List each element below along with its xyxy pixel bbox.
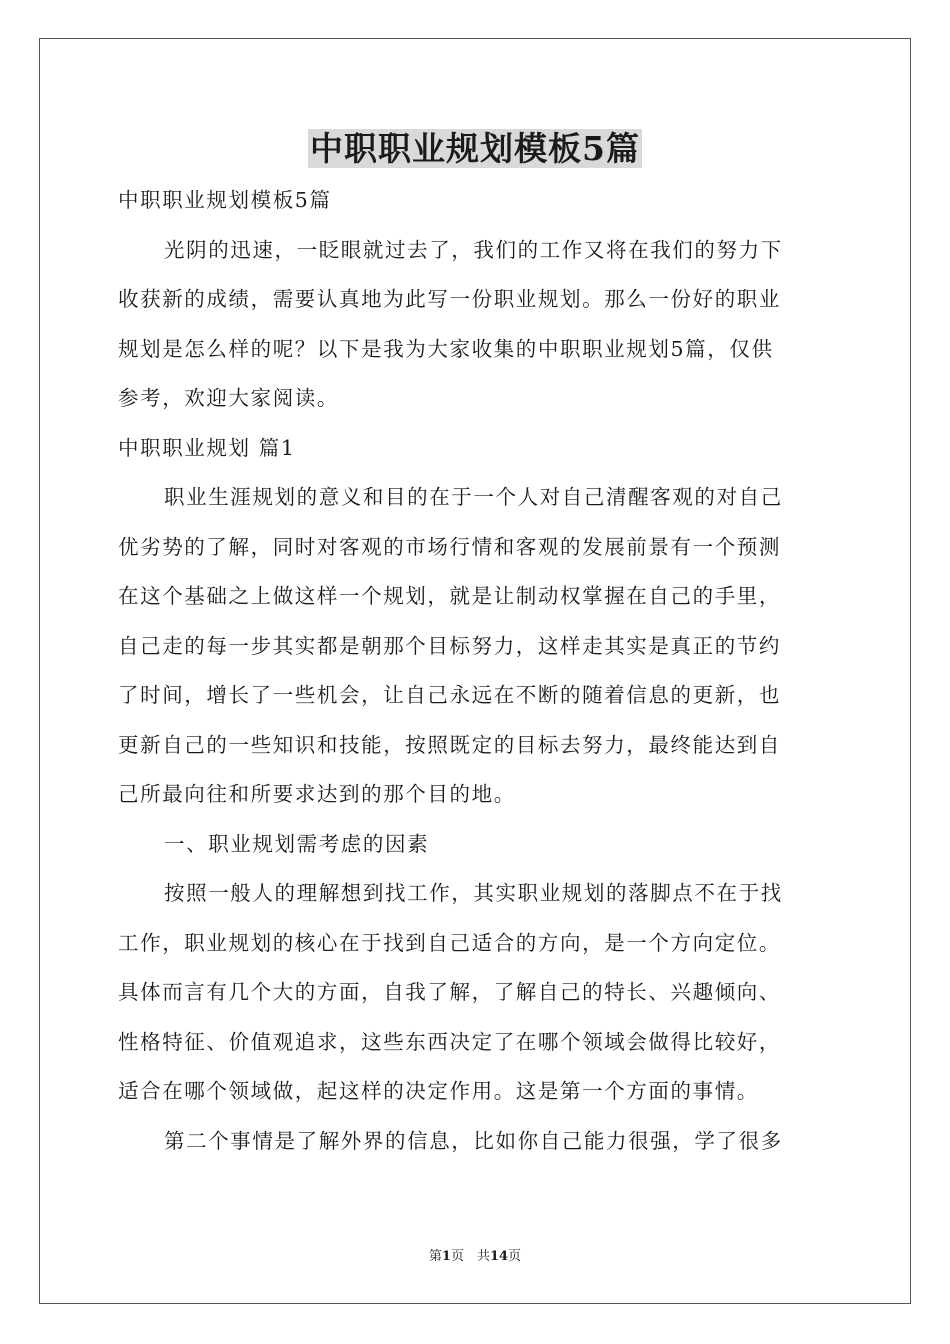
paragraph-line: 自己走的每一步其实都是朝那个目标努力，这样走其实是真正的节约 xyxy=(118,633,781,658)
paragraph-line: 工作，职业规划的核心在于找到自己适合的方向，是一个方向定位。 xyxy=(118,930,781,955)
subheading: 一、职业规划需考虑的因素 xyxy=(164,831,430,856)
paragraph-line: 职业生涯规划的意义和目的在于一个人对自己清醒客观的对自己 xyxy=(164,485,783,509)
paragraph-line: 第二个事情是了解外界的信息，比如你自己能力很强，学了很多 xyxy=(164,1128,783,1153)
current-page-number: 1 xyxy=(441,1249,451,1264)
document-title: 中职职业规划模板5篇 xyxy=(310,129,640,168)
footer-suffix: 页 xyxy=(508,1249,522,1264)
footer-mid: 页 共 xyxy=(450,1249,490,1264)
section-heading: 中职职业规划 篇1 xyxy=(118,435,296,460)
paragraph-line: 在这个基础之上做这样一个规划，就是让制动权掌握在自己的手里， xyxy=(118,584,781,608)
paragraph-line: 具体而言有几个大的方面，自我了解，了解自己的特长、兴趣倾向、 xyxy=(118,980,781,1004)
intro-line: 参考，欢迎大家阅读。 xyxy=(118,386,339,410)
footer-prefix: 第 xyxy=(428,1249,442,1264)
paragraph-line: 优劣势的了解，同时对客观的市场行情和客观的发展前景有一个预测 xyxy=(118,534,781,559)
document-subtitle: 中职职业规划模板5篇 xyxy=(118,188,332,212)
paragraph-line: 性格特征、价值观追求，这些东西决定了在哪个领域会做得比较好， xyxy=(118,1029,781,1054)
intro-line: 收获新的成绩，需要认真地为此写一份职业规划。那么一份好的职业 xyxy=(118,287,781,311)
intro-line: 规划是怎么样的呢？以下是我为大家收集的中职职业规划5篇，仅供 xyxy=(118,336,774,361)
total-page-number: 14 xyxy=(489,1249,509,1264)
page-footer xyxy=(0,1248,950,1266)
paragraph-line: 己所最向往和所要求达到的那个目的地。 xyxy=(118,782,516,806)
document-body xyxy=(118,176,834,1166)
paragraph-line: 按照一般人的理解想到找工作，其实职业规划的落脚点不在于找 xyxy=(164,881,783,905)
paragraph-line: 适合在哪个领域做，起这样的决定作用。这是第一个方面的事情。 xyxy=(118,1079,759,1103)
paragraph-line: 更新自己的一些知识和技能，按照既定的目标去努力，最终能达到自 xyxy=(118,732,781,757)
intro-line: 光阴的迅速，一眨眼就过去了，我们的工作又将在我们的努力下 xyxy=(164,237,783,262)
paragraph-line: 了时间，增长了一些机会，让自己永远在不断的随着信息的更新，也 xyxy=(118,683,781,707)
